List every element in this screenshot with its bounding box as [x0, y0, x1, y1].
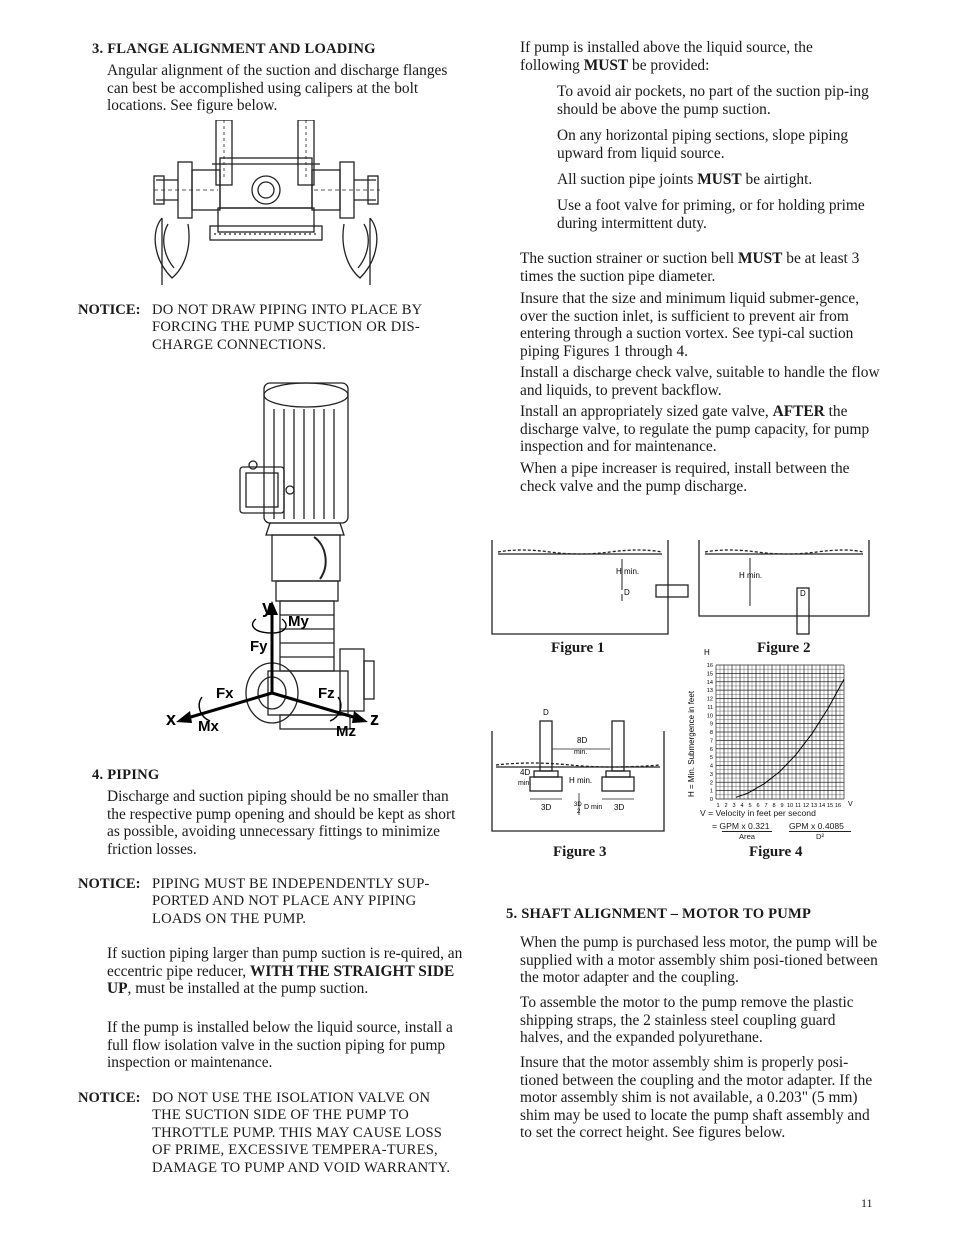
section-5-p3: Insure that the motor assembly shim is properly posi-tioned between the coupling and the motor adapter. If the motor assembly shim is not available, a 0.203" (5 mm) shim may be used to locate the pump shaft assembly and to set the correct height. See figures below. — [520, 1054, 873, 1142]
fig4-y-tick-label: 11 — [707, 704, 713, 711]
fig4-y-tick-label: 2 — [709, 780, 713, 787]
fig3-min2: min. — [518, 780, 532, 787]
pump-forces-figure — [160, 375, 400, 745]
fig4-x-tick-label: 11 — [795, 803, 801, 809]
para-reducer-post: , must be installed at the pump suction. — [127, 980, 369, 998]
figure-2-caption: Figure 2 — [757, 640, 811, 656]
label-x: x — [166, 709, 177, 729]
fig4-formula-1 — [712, 821, 772, 841]
figure-4-caption: Figure 4 — [749, 844, 803, 860]
fig4-x-tick-label: 3 — [732, 803, 736, 809]
figure-1-diagram — [490, 538, 690, 638]
figure-2-diagram — [697, 538, 872, 638]
fig4-x-tick-label: 2 — [724, 803, 728, 809]
fig3-3d-b: 3D — [614, 803, 625, 812]
fig4-y-tick-label: 4 — [709, 763, 713, 770]
para-reducer-pre: If suction piping larger than pump suction is re-quired, an eccentric pipe reducer, — [107, 945, 463, 980]
para-gate-valve-post: the discharge valve, to regulate the pump capacity, for pump inspection and for maintenance. — [520, 403, 870, 456]
para-below-source: If the pump is installed below the liquid source, install a full flow isolation valve in the suction piping for pump inspection or maintenance. — [107, 1019, 453, 1072]
para-increaser: When a pipe increaser is required, install between the check valve and the pump discharge. — [520, 460, 850, 495]
fig4-y-tick-label: 5 — [709, 755, 713, 762]
fig4-y-tick-label: 6 — [709, 746, 713, 753]
fig4-formula-1-bot: Area — [722, 831, 772, 841]
fig4-v-label: V — [848, 801, 853, 808]
fig4-y-tick-label: 3 — [709, 771, 713, 778]
label-fy: Fy — [250, 638, 268, 655]
fig4-h-label: H — [704, 648, 710, 657]
fig4-formula-2 — [789, 821, 851, 841]
fig4-x-tick-label: 4 — [740, 803, 744, 809]
section-5-p1: When the pump is purchased less motor, the pump will be supplied with a motor assembly shim posi-tioned between the motor adapter and the coupling. — [520, 934, 878, 987]
fig4-x-tick-label: 6 — [756, 803, 760, 809]
label-z: z — [370, 709, 379, 729]
fig4-x-tick-label: 1 — [716, 803, 720, 809]
fig4-x-tick-label: 8 — [772, 803, 776, 809]
fig4-y-tick-label: 12 — [706, 696, 713, 703]
fig1-d: D — [624, 588, 630, 597]
right-intro-post: be provided: — [628, 56, 710, 74]
section-4-heading: 4. PIPING — [92, 767, 160, 783]
right-intro-bold: MUST — [583, 56, 629, 74]
bullet-3-post: be airtight. — [741, 171, 813, 188]
para-submergence: Insure that the size and minimum liquid submer-gence, over the suction inlet, is sufficient to prevent air from entering through a suction vortex. See typi-cal suction piping Figures 1 through 4. — [520, 290, 860, 360]
figure-3-caption: Figure 3 — [553, 844, 607, 860]
fig3-frac-bot: 2 — [577, 809, 581, 815]
fig4-y-tick-label: 1 — [709, 788, 713, 795]
fig3-d: D — [543, 708, 549, 717]
fig2-d: D — [800, 589, 806, 598]
fig4-y-tick-label: 8 — [709, 730, 713, 736]
page-number: 11 — [861, 1196, 873, 1210]
flange-alignment-figure — [148, 120, 388, 285]
notice-3-label: NOTICE: — [78, 1090, 141, 1106]
fig3-3d-a: 3D — [541, 803, 552, 812]
label-my: My — [288, 613, 309, 630]
fig4-x-tick-label: 7 — [764, 803, 768, 809]
para-reducer-bold: WITH THE STRAIGHT SIDE UP — [107, 962, 455, 998]
label-fz: Fz — [318, 685, 335, 702]
section-5-heading: 5. SHAFT ALIGNMENT – MOTOR TO PUMP — [506, 906, 812, 922]
fig4-x-tick-label: 15 — [826, 803, 834, 809]
fig4-x-tick-label: 13 — [810, 803, 818, 809]
fig4-y-tick-label: 16 — [706, 663, 713, 669]
para-strainer-bold: MUST — [737, 250, 783, 267]
para-strainer-pre: The suction strainer or suction bell — [520, 250, 738, 267]
notice-3-text: DO NOT USE THE ISOLATION VALVE ON THE SUCTION SIDE OF THE PUMP TO THROTTLE PUMP. THIS MAY CAUSE LOSS OF PRIME, EXCESSIVE TEMPERA-TURES, DAMAGE TO PUMP AND VOID WARRANTY. — [152, 1090, 451, 1176]
section-4-body: Discharge and suction piping should be no smaller than the respective pump opening and should be kept as short as possible, avoiding unnecessary fittings to minimize friction losses. — [107, 788, 456, 858]
notice-1-text: DO NOT DRAW PIPING INTO PLACE BY FORCING THE PUMP SUCTION OR DIS-CHARGE CONNECTIONS. — [152, 302, 422, 353]
label-mx: Mx — [198, 718, 219, 735]
label-mz: Mz — [336, 723, 356, 740]
bullet-3-pre: All suction pipe joints — [557, 171, 698, 188]
fig4-x-tick-label: 14 — [818, 803, 826, 809]
fig4-x-tick-label: 5 — [748, 803, 752, 809]
fig4-grid — [716, 665, 844, 799]
notice-2-text: PIPING MUST BE INDEPENDENTLY SUP-PORTED AND NOT PLACE ANY PIPING LOADS ON THE PUMP. — [152, 876, 430, 927]
section-3-heading: 3. FLANGE ALIGNMENT AND LOADING — [92, 41, 376, 57]
fig4-formula-2-top: GPM x 0.4085 — [789, 821, 844, 831]
para-gate-valve — [520, 403, 880, 456]
bullet-3 — [557, 171, 879, 189]
fig4-x-tick-label: 9 — [780, 803, 784, 809]
label-y: y — [262, 597, 273, 617]
fig2-hmin: H min. — [739, 571, 763, 580]
fig3-8d: 8D — [577, 736, 588, 745]
fig4-x-tick-label: 12 — [802, 803, 810, 809]
fig3-4d: 4D — [520, 768, 531, 777]
section-3-body: Angular alignment of the suction and discharge flanges can best be accomplished using calipers at the bolt locations. See figure below. — [107, 62, 448, 115]
fig4-y-axis-label: H = Min. Submergence in feet — [687, 690, 696, 797]
figure-3-diagram — [490, 705, 688, 835]
figure-4-chart — [684, 643, 864, 823]
fig4-formula-1-top: = GPM x 0.321 — [712, 821, 770, 831]
label-fx: Fx — [216, 685, 234, 702]
bullet-3-bold: MUST — [697, 171, 742, 188]
fig3-frac-top: 3D — [574, 802, 582, 808]
para-reducer — [107, 945, 467, 998]
right-intro — [520, 39, 875, 74]
fig4-y-tick-label: 7 — [709, 738, 713, 745]
notice-2-label: NOTICE: — [78, 876, 141, 892]
fig4-formula-2-bot: D² — [789, 831, 851, 841]
para-gate-valve-bold: AFTER — [772, 403, 825, 420]
fig4-y-tick-label: 9 — [709, 721, 713, 728]
fig3-dmin: D min — [584, 804, 603, 811]
figure-1-caption: Figure 1 — [551, 640, 605, 656]
fig4-x-axis-label: V = Velocity in feet per second — [700, 808, 816, 818]
fig4-x-tick-label: 10 — [786, 803, 794, 809]
para-strainer — [520, 250, 880, 285]
right-intro-pre: If pump is installed above the liquid source, the following — [520, 39, 813, 74]
fig4-y-tick-label: 10 — [706, 713, 713, 720]
bullet-2: On any horizontal piping sections, slope piping upward from liquid source. — [557, 127, 849, 162]
para-strainer-post: be at least 3 times the suction pipe diameter. — [520, 250, 860, 285]
fig4-y-ticks — [707, 663, 713, 803]
notice-1-label: NOTICE: — [78, 302, 141, 318]
fig4-y-tick-label: 15 — [706, 671, 713, 678]
fig3-min1: min. — [574, 749, 588, 756]
fig4-y-tick-label: 0 — [709, 797, 713, 803]
fig4-y-tick-label: 13 — [706, 688, 713, 695]
fig4-y-tick-label: 14 — [706, 679, 713, 686]
fig3-hmin: H min. — [569, 776, 593, 785]
para-gate-valve-pre: Install an appropriately sized gate valve, — [520, 403, 773, 420]
bullet-1: To avoid air pockets, no part of the suction pip-ing should be above the pump suction. — [557, 83, 869, 118]
fig1-hmin: H min. — [616, 567, 640, 576]
bullet-4: Use a foot valve for priming, or for holding prime during intermittent duty. — [557, 197, 865, 232]
para-check-valve: Install a discharge check valve, suitable to handle the flow and liquids, to prevent backflow. — [520, 364, 880, 399]
section-5-p2: To assemble the motor to the pump remove the plastic shipping straps, the 2 stainless steel coupling guard halves, and the expanded polyurethane. — [520, 994, 854, 1047]
fig4-x-tick-label: 16 — [834, 803, 842, 809]
